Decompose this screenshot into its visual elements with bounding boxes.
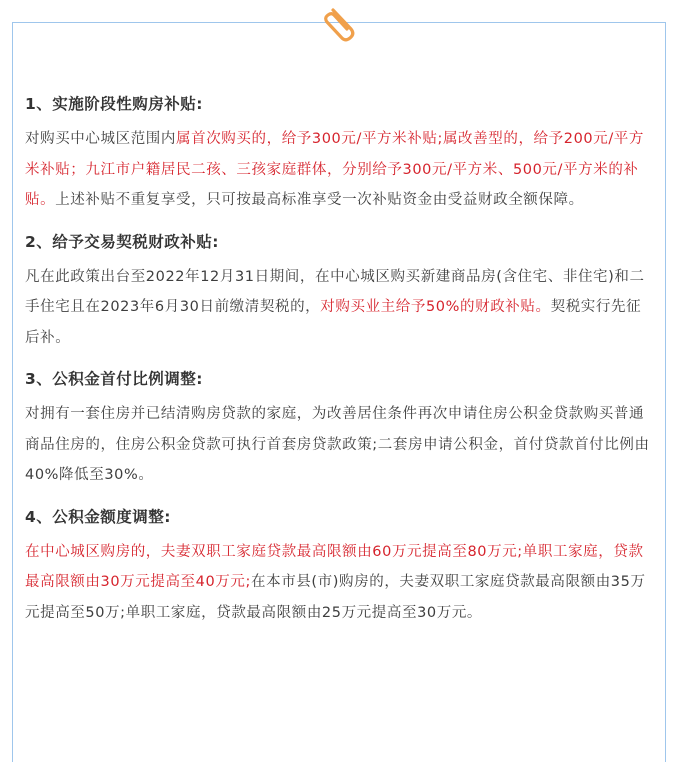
section-paragraph [25,262,655,354]
section-heading: 1、实施阶段性购房补贴: [25,95,203,113]
highlighted-text: 对购买业主给予50%的财政补贴。 [320,299,551,315]
text-segment: 上述补贴不重复享受，只可按最高标准享受一次补贴资金由受益财政全额保障。 [55,192,584,208]
text-segment: 凡在此政策出台至2022年12月31日期间，在中心城区购买新建商品房(含住宅、非住宅)和二手住宅且在2023年6月30日前缴清契税的， [25,268,645,315]
text-segment: 契税实行先征后补。 [25,299,642,346]
paperclip-icon [320,4,358,44]
section-paragraph [25,124,655,216]
article-body [25,92,655,642]
text-segment: 对购买中心城区范围内 [25,131,176,147]
section-paragraph [25,537,655,629]
section [25,230,655,354]
section [25,92,655,216]
highlighted-text: 属首次购买的，给予300元/平方米补贴;属改善型的，给予200元/平方米补贴；九江市户籍居民二孩、三孩家庭群体，分别给予300元/平方米、500元/平方米的补贴。 [25,131,645,208]
section-heading: 2、给予交易契税财政补贴: [25,232,219,251]
section-heading: 3、公积金首付比例调整: [25,370,203,388]
section-heading: 4、公积金额度调整: [25,507,171,526]
section [25,367,655,491]
section [25,505,655,629]
text-segment: 在本市县(市)购房的，夫妻双职工家庭贷款最高限额由35万元提高至50万;单职工家庭，贷款最高限额由25万元提高至30万元。 [25,574,646,621]
text-segment: 对拥有一套住房并已结清购房贷款的家庭，为改善居住条件再次申请住房公积金贷款购买普通商品住房的，住房公积金贷款可执行首套房贷款政策;二套房申请公积金，首付贷款首付比例由40%降低至30%。 [25,406,650,483]
section-paragraph [25,399,655,491]
highlighted-text: 在中心城区购房的，夫妻双职工家庭贷款最高限额由60万元提高至80万元;单职工家庭，贷款最高限额由30万元提高至40万元; [25,543,644,590]
